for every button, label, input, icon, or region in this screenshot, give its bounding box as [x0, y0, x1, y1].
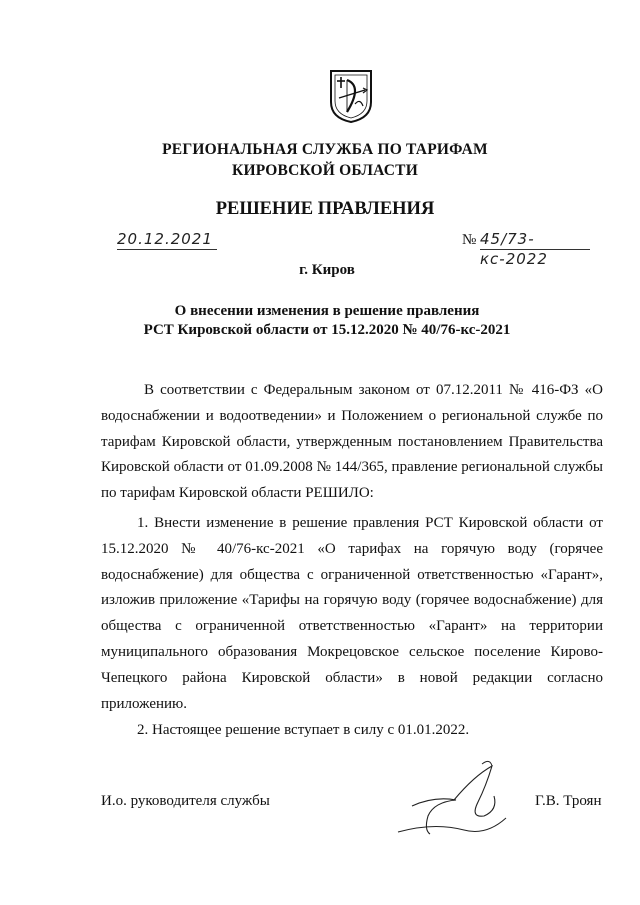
- org-name-line2: КИРОВСКОЙ ОБЛАСТИ: [232, 162, 418, 179]
- city-name: г. Киров: [299, 262, 355, 278]
- document-number: 45/73-кс-2022: [480, 229, 590, 250]
- handwritten-signature-icon: [394, 756, 514, 846]
- signatory-name: Г.В. Троян: [535, 793, 602, 809]
- subject-line2: РСТ Кировской области от 15.12.2020 № 40/76-кс-2021: [143, 322, 511, 338]
- document-date: 20.12.2021: [117, 229, 217, 250]
- org-name-line1: РЕГИОНАЛЬНАЯ СЛУЖБА ПО ТАРИФАМ: [162, 141, 488, 158]
- subject-line1: О внесении изменения в решение правления: [174, 303, 480, 319]
- body-paragraph-item2: 2. Настоящее решение вступает в силу с 01.01.2022.: [137, 722, 470, 738]
- signatory-role: И.о. руководителя службы: [101, 793, 270, 809]
- body-paragraph-preamble: В соответствии с Федеральным законом от 07.12.2011 № 416-ФЗ «О водоснабжении и водоотведении» и Положением о региональной службе по тарифам Кировской области, утвержденным постановлением Правительства Кировской области от 01.09.2008 № 144/365, правление региональной службы по тарифам Кировской области РЕШИЛО:: [101, 382, 603, 502]
- document-type-title: РЕШЕНИЕ ПРАВЛЕНИЯ: [215, 199, 435, 219]
- number-label: №: [462, 232, 477, 248]
- kirov-coat-of-arms-icon: [327, 68, 375, 124]
- body-paragraph-item1: 1. Внести изменение в решение правления РСТ Кировской области от 15.12.2020 № 40/76-кс-2021 «О тарифах на горячую воду (горячее водоснабжение) для общества с ограниченной ответственностью «Гарант», изложив приложение «Тарифы на горячую воду (горячее водоснабжение) для общества с ограниченной ответственностью «Гарант» на территории муниципального образования Мокрецовское сельское поселение Кирово-Чепецкого района Кировской области» в новой редакции согласно приложению.: [101, 515, 603, 712]
